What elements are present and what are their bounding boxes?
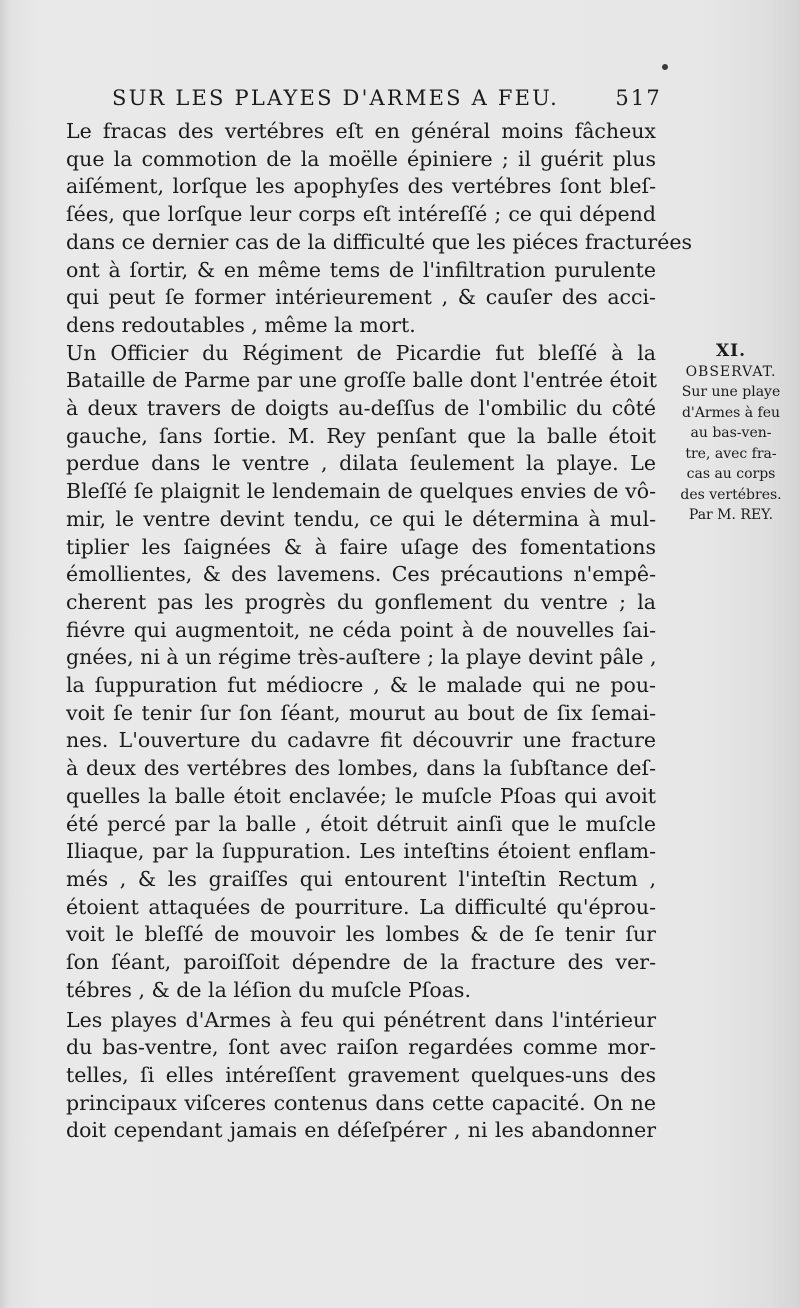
text-line: étoient attaquées de pourriture. La difficulté qu'éprou- xyxy=(66,894,656,919)
text-line: cherent pas les progrès du gonflement du ventre ; la xyxy=(66,589,656,614)
text-line: més , & les graiſſes qui entourent l'inteſtin Rectum , xyxy=(66,866,656,891)
text-line: telles, ſi elles intéreſſent gravement quelques-uns des xyxy=(66,1062,656,1087)
margin-line: d'Armes à feu xyxy=(681,404,781,421)
margin-line: au bas-ven- xyxy=(690,425,772,441)
text-line: dens redoutables , même la mort. xyxy=(66,312,416,337)
text-line: ſon ſéant, paroiſſoit dépendre de la fracture des ver- xyxy=(66,950,656,975)
text-line: voit le bleſſé de mouvoir les lombes & de ſe tenir ſur xyxy=(66,922,656,947)
text-line: mir, le ventre devint tendu, ce qui le détermina à mul- xyxy=(66,506,656,531)
text-line: tiplier les ſaignées & à faire uſage des fomentations xyxy=(66,534,656,559)
text-line: qui peut ſe former intérieurement , & cauſer des acci- xyxy=(66,285,656,310)
text-line: à deux travers de doigts au-deſſus de l'ombilic du côté xyxy=(66,396,656,421)
text-line: la ſuppuration fut médiocre , & le malade qui ne pou- xyxy=(66,673,656,698)
text-line: été percé par la balle , étoit détruit ainſi que le muſcle xyxy=(66,811,656,836)
observation-number: XI. xyxy=(715,341,747,361)
text-line: nes. L'ouverture du cadavre fit découvrir une fracture xyxy=(66,728,656,753)
text-line: Les playes d'Armes à feu qui pénétrent dans l'intérieur xyxy=(66,1007,656,1032)
text-line: à deux des vertébres des lombes, dans la ſubſtance deſ- xyxy=(66,756,656,781)
text-line: ſées, que lorſque leur corps eſt intéreſſé ; ce qui dépend xyxy=(66,202,656,227)
running-header xyxy=(112,86,662,116)
text-line: aiſément, lorſque les apophyſes des vertébres ſont bleſ- xyxy=(66,174,656,199)
page-number: 517 xyxy=(615,86,662,110)
text-line: voit ſe tenir ſur ſon ſéant, mourut au bout de ſix ſemai- xyxy=(66,700,656,725)
text-line: quelles la balle étoit enclavée; le muſcle Pſoas qui avoit xyxy=(66,783,656,808)
paragraph-1 xyxy=(66,118,692,340)
text-line: Iliaque, par la ſuppuration. Les inteſtins étoient enflam- xyxy=(66,839,656,864)
text-line: Bataille de Parme par une groſſe balle dont l'entrée étoit xyxy=(66,368,657,393)
text-line: doit cependant jamais en déſeſpérer , ni les abandonner xyxy=(66,1118,656,1143)
main-text xyxy=(66,118,692,1145)
text-line: du bas-ventre, ſont avec raiſon regardées comme mor- xyxy=(66,1035,656,1060)
text-line: fiévre qui augmentoit, ne céda point à de nouvelles ſai- xyxy=(66,617,656,642)
margin-line: cas au corps xyxy=(686,466,776,482)
text-line: gauche, ſans ſortie. M. Rey penſant que la balle étoit xyxy=(66,423,656,448)
text-line: dans ce dernier cas de la difficulté que les piéces fracturées xyxy=(66,229,692,254)
text-line: Bleſſé ſe plaignit le lendemain de quelques envies de vô- xyxy=(66,479,656,504)
paragraph-3 xyxy=(66,1007,656,1146)
running-title: SUR LES PLAYES D'ARMES A FEU. xyxy=(112,86,560,110)
margin-line: des vertébres. xyxy=(680,486,782,503)
text-line: ont à ſortir, & en même tems de l'infiltration purulente xyxy=(66,257,656,282)
text-line: tébres , & de la léſion du muſcle Pſoas. xyxy=(66,977,471,1002)
margin-line: Par M. REY. xyxy=(688,507,774,523)
text-line: que la commotion de la moëlle épiniere ; il guérit plus xyxy=(66,146,656,171)
text-line: émollientes, & des lavemens. Ces précautions n'empê- xyxy=(66,562,656,587)
margin-note xyxy=(668,341,794,526)
text-line: principaux viſceres contenus dans cette capacité. On ne xyxy=(66,1090,656,1115)
text-line: gnées, ni à un régime très-auſtere ; la playe devint pâle , xyxy=(66,645,657,670)
margin-line: Sur une playe xyxy=(681,384,781,400)
text-line: Le fracas des vertébres eſt en général moins fâcheux xyxy=(66,119,656,143)
ink-spot xyxy=(662,64,668,70)
text-line: Un Officier du Régiment de Picardie fut bleſſé à la xyxy=(66,340,656,365)
text-line: perdue dans le ventre , dilata ſeulement la playe. Le xyxy=(66,451,656,476)
paragraph-2 xyxy=(66,340,656,1005)
observation-label: OBSERVAT. xyxy=(685,363,777,380)
margin-line: tre, avec fra- xyxy=(685,445,777,462)
